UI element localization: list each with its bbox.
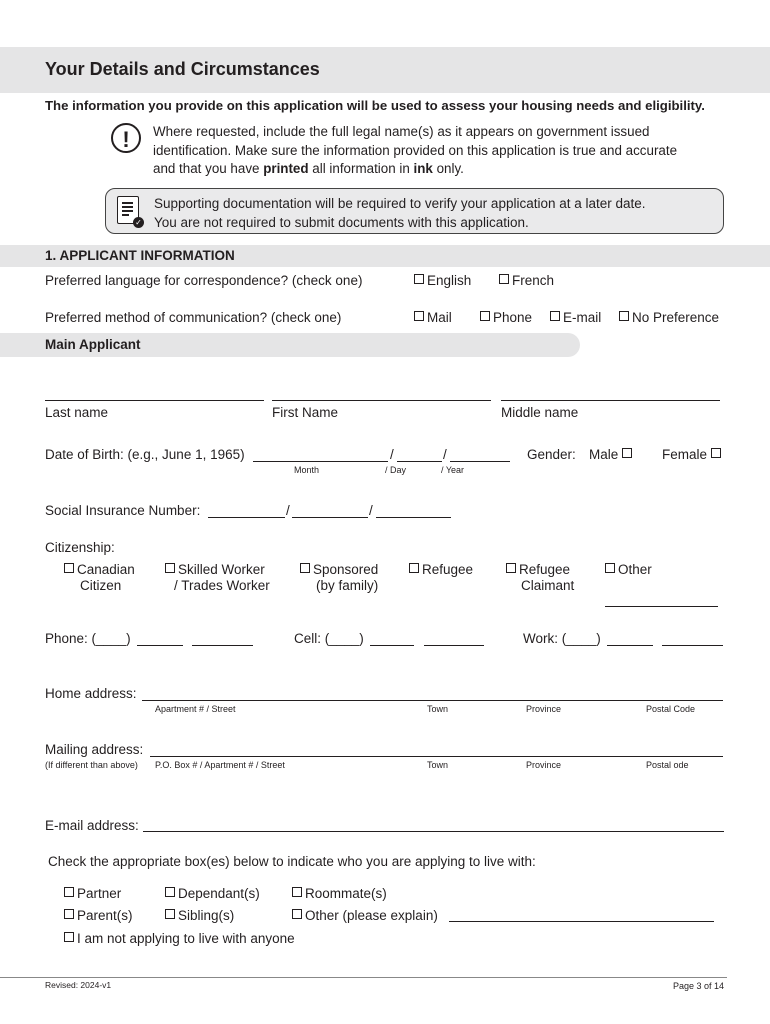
checkbox-icon[interactable]	[506, 563, 516, 573]
middle-name-field[interactable]	[501, 400, 720, 401]
cell-field-1[interactable]	[370, 645, 414, 646]
checkbox-email[interactable]: E-mail	[550, 310, 601, 325]
checkbox-icon[interactable]	[711, 448, 721, 458]
dob-separator: /	[390, 447, 394, 462]
checkbox-dependants[interactable]: Dependant(s)	[165, 886, 260, 901]
last-name-field[interactable]	[45, 400, 264, 401]
sin-separator: /	[286, 503, 290, 518]
dob-year-label: / Year	[441, 465, 465, 475]
dob-label: Date of Birth: (e.g., June 1, 1965)	[45, 447, 245, 462]
other-explain-field[interactable]	[449, 921, 714, 922]
checkbox-icon[interactable]	[292, 909, 302, 919]
checkbox-icon[interactable]	[64, 932, 74, 942]
last-name-label: Last name	[45, 405, 109, 420]
dob-month-label: Month	[294, 465, 320, 475]
home-postal-label: Postal Code	[646, 704, 696, 714]
dob-month-field[interactable]	[253, 461, 388, 462]
mailing-note: (If different than above)	[45, 760, 138, 770]
checkbox-male[interactable]: Male	[589, 447, 635, 462]
main-applicant-title: Main Applicant	[45, 337, 141, 352]
warning-line: identification. Make sure the information provided on this application is true and accurate	[153, 142, 678, 158]
checkbox-icon[interactable]	[165, 887, 175, 897]
documentation-text	[154, 194, 646, 232]
document-check-icon: ✓	[117, 196, 139, 224]
checkbox-mail[interactable]: Mail	[414, 310, 452, 325]
work-field-2[interactable]	[662, 645, 723, 646]
first-name-field[interactable]	[272, 400, 491, 401]
method-question: Preferred method of communication? (check one)	[45, 310, 342, 325]
checkbox-skilled-worker[interactable]: Skilled Worker / Trades Worker	[165, 562, 270, 594]
checkbox-icon[interactable]	[622, 448, 632, 458]
living-question: Check the appropriate box(es) below to indicate who you are applying to live with:	[48, 854, 536, 869]
checkbox-icon[interactable]	[64, 563, 74, 573]
checkbox-icon[interactable]	[165, 909, 175, 919]
checkbox-icon[interactable]	[300, 563, 310, 573]
checkbox-living-alone[interactable]: I am not applying to live with anyone	[64, 931, 295, 946]
cell-field-2[interactable]	[424, 645, 484, 646]
checkbox-icon[interactable]	[499, 274, 509, 284]
checkbox-icon[interactable]	[414, 311, 424, 321]
email-address-field[interactable]	[143, 831, 724, 832]
documentation-line: You are not required to submit documents with this application.	[154, 215, 529, 230]
page-number: Page 3 of 14	[673, 981, 725, 991]
gender-label: Gender:	[527, 447, 576, 462]
checkbox-icon[interactable]	[409, 563, 419, 573]
mailing-town-label: Town	[427, 760, 449, 770]
checkbox-sponsored[interactable]: Sponsored (by family)	[300, 562, 378, 594]
first-name-label: First Name	[272, 405, 339, 420]
sin-label: Social Insurance Number:	[45, 503, 201, 518]
checkbox-refugee[interactable]: Refugee	[409, 562, 473, 577]
citizenship-label: Citizenship:	[45, 540, 115, 555]
checkbox-icon[interactable]	[292, 887, 302, 897]
revision-label: Revised: 2024-v1	[45, 980, 112, 990]
mailing-street-label: P.O. Box # / Apartment # / Street	[155, 760, 285, 770]
home-address-field[interactable]	[142, 700, 723, 701]
sin-field-2[interactable]	[292, 517, 368, 518]
language-question: Preferred language for correspondence? (check one)	[45, 273, 363, 288]
sin-field-1[interactable]	[208, 517, 285, 518]
checkbox-no-preference[interactable]: No Preference	[619, 310, 719, 325]
page-title: Your Details and Circumstances	[45, 59, 320, 79]
documentation-line: Supporting documentation will be required to verify your application at a later date.	[154, 196, 646, 211]
home-street-label: Apartment # / Street	[155, 704, 236, 714]
dob-year-field[interactable]	[450, 461, 510, 462]
home-province-label: Province	[526, 704, 562, 714]
checkbox-french[interactable]: French	[499, 273, 554, 288]
checkbox-parents[interactable]: Parent(s)	[64, 908, 133, 923]
home-town-label: Town	[427, 704, 449, 714]
intro-text: The information you provide on this application will be used to assess your housing needs and eligibility.	[45, 98, 705, 113]
work-field-1[interactable]	[607, 645, 653, 646]
middle-name-label: Middle name	[501, 405, 579, 420]
checkbox-female[interactable]: Female	[662, 447, 724, 462]
checkbox-other-citizenship[interactable]: Other	[605, 562, 652, 577]
warning-text	[153, 123, 677, 179]
warning-line: Where requested, include the full legal name(s) as it appears on government issued	[153, 124, 650, 139]
checkbox-icon[interactable]	[414, 274, 424, 284]
checkbox-partner[interactable]: Partner	[64, 886, 121, 901]
checkbox-canadian-citizen[interactable]: Canadian Citizen	[64, 562, 135, 594]
checkbox-other-living[interactable]: Other (please explain)	[292, 908, 438, 923]
mailing-province-label: Province	[526, 760, 562, 770]
checkbox-siblings[interactable]: Sibling(s)	[165, 908, 234, 923]
checkbox-icon[interactable]	[605, 563, 615, 573]
warning-line: and that you have printed all information in ink only.	[153, 161, 464, 176]
checkbox-icon[interactable]	[64, 909, 74, 919]
dob-day-field[interactable]	[397, 461, 442, 462]
dob-day-label: / Day	[385, 465, 407, 475]
checkbox-phone[interactable]: Phone	[480, 310, 532, 325]
checkbox-icon[interactable]	[64, 887, 74, 897]
phone-label: Phone: (____)	[45, 631, 131, 646]
email-address-label: E-mail address:	[45, 818, 139, 833]
section-title: 1. APPLICANT INFORMATION	[45, 248, 235, 263]
checkbox-icon[interactable]	[619, 311, 629, 321]
sin-field-3[interactable]	[376, 517, 451, 518]
exclamation-icon: !	[111, 123, 141, 153]
work-label: Work: (____)	[523, 631, 601, 646]
footer-divider	[0, 977, 727, 978]
checkbox-roommates[interactable]: Roommate(s)	[292, 886, 387, 901]
dob-separator: /	[443, 447, 447, 462]
checkbox-icon[interactable]	[550, 311, 560, 321]
home-address-label: Home address:	[45, 686, 137, 701]
cell-label: Cell: (____)	[294, 631, 364, 646]
checkbox-icon[interactable]	[480, 311, 490, 321]
mailing-address-field[interactable]	[150, 756, 723, 757]
checkbox-refugee-claimant[interactable]: Refugee Claimant	[506, 562, 574, 594]
mailing-postal-label: Postal ode	[646, 760, 689, 770]
sin-separator: /	[369, 503, 373, 518]
checkbox-english[interactable]: English	[414, 273, 471, 288]
mailing-address-label: Mailing address:	[45, 742, 144, 757]
checkbox-icon[interactable]	[165, 563, 175, 573]
phone-field-1[interactable]	[137, 645, 183, 646]
other-citizenship-field[interactable]	[605, 606, 718, 607]
phone-field-2[interactable]	[192, 645, 253, 646]
